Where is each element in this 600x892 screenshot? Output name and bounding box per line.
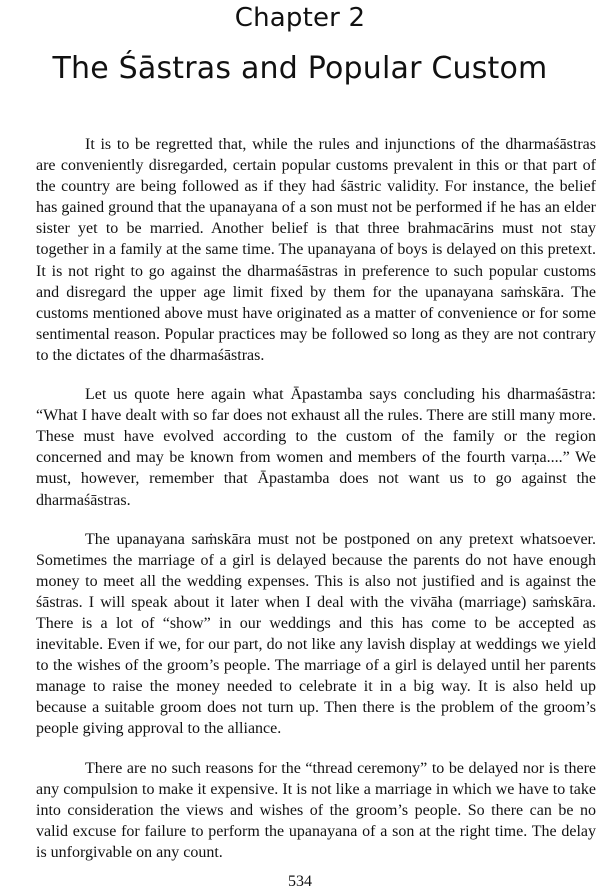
page-number: 534 xyxy=(288,873,312,890)
chapter-title: The Śāstras and Popular Custom xyxy=(52,51,548,86)
paragraph-1: It is to be regretted that, while the rules and injunctions of the dharmaśāstras are conveniently disregarded, certain popular customs prevalent in this or that part of the country are being followed as if they had śāstric validity. For instance, the belief has gained ground that the upanayana of a son must not be performed if he has an elder sister yet to be married. Another belief is that three brahmacārins must not stay together in a family at the same time. The upanayana of boys is delayed on this pretext. It is not right to go against the dharmaśāstras in preference to such popular customs and disregard the upper age limit fixed by them for the upanayana saṁskāra. The customs mentioned above must have originated as a matter of convenience or for some sentimental reason. Popular practices may be followed so long as they are not contrary to the dictates of the dharmaśāstras. xyxy=(36,136,596,364)
paragraph-2: Let us quote here again what Āpastamba says concluding his dharmaśāstra: “What I have dealt with so far does not exhaust all the rules. There are still many more. These must have evolved according to the custom of the family or the region concerned and may be known from women and members of the fourth varṇa....” We must, however, remember that Āpastamba does not want us to go against the dharmaśāstras. xyxy=(36,386,596,509)
chapter-label: Chapter 2 xyxy=(234,3,366,33)
body-text xyxy=(36,134,596,881)
paragraph-4: There are no such reasons for the “thread ceremony” to be delayed nor is there any compulsion to make it expensive. It is not like a marriage in which we have to take into consideration the views and wishes of the groom’s people. So there can be no valid excuse for failure to perform the upanayana of a son at the right time. The delay is unforgivable on any count. xyxy=(36,759,596,861)
paragraph-3: The upanayana saṁskāra must not be postponed on any pretext whatsoever. Sometimes the marriage of a girl is delayed because the parents do not have enough money to meet all the wedding expenses. This is also not justified and is against the śāstras. I will speak about it later when I deal with the vivāha (marriage) saṁskāra. There is a lot of “show” in our weddings and this has come to be accepted as inevitable. Even if we, for our part, do not like any lavish display at weddings we yield to the wishes of the groom’s people. The marriage of a girl is delayed until her parents manage to raise the money needed to celebrate it in a big way. It is also held up because a suitable groom does not turn up. Then there is the problem of the groom’s people giving approval to the alliance. xyxy=(36,530,596,738)
